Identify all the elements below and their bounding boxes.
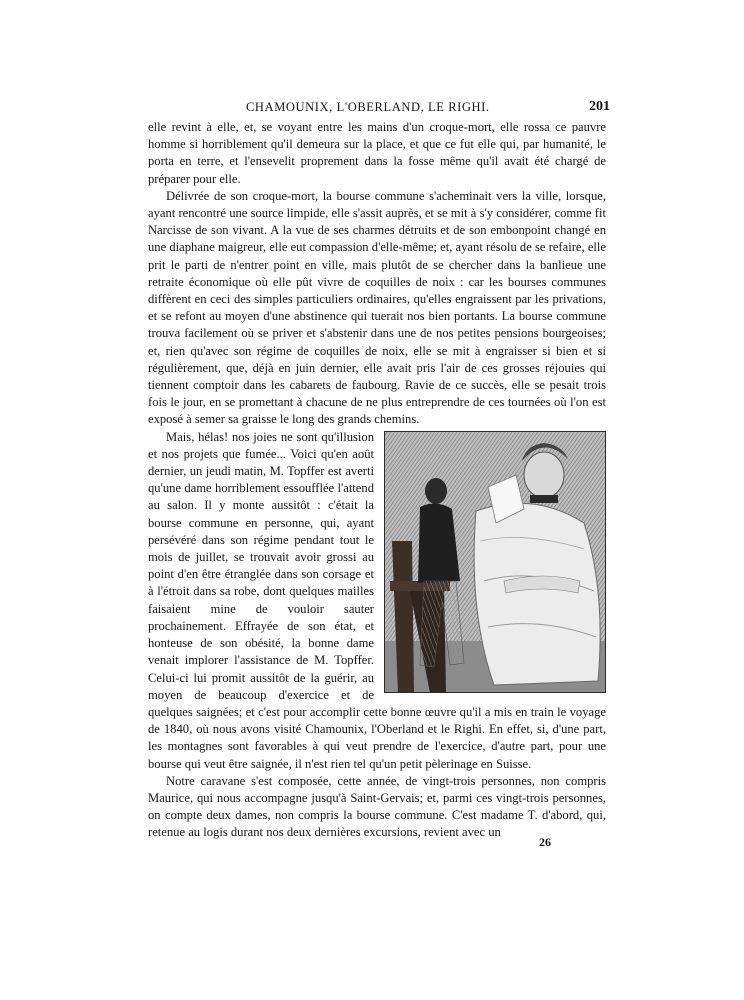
signature-mark: 26 [539, 835, 551, 849]
engraving-image [384, 431, 606, 693]
woman-dress [474, 503, 600, 685]
paragraph-4: Notre caravane s'est composée, cette année, de vingt-trois personnes, non compris Maurice, qui nous accompagne jusqu'à Saint-Gervais; et, parmi ces vingt-trois personnes, on compte deux dames, non compris la bourse commune. C'est madame T. d'abord, qui, retenue au logis durant nos deux dernières excursions, revient avec un [148, 773, 606, 840]
page-number: 201 [589, 99, 610, 114]
running-title: CHAMOUNIX, L'OBERLAND, LE RIGHI. [246, 100, 490, 114]
man-head [425, 478, 447, 504]
paragraph-1: elle revint à elle, et, se voyant entre les mains d'un croque-mort, elle rossa ce pauvre homme si horriblement qu'il demeura sur la place, et que ce fut elle qui, par humanité, le porta en terre, et l'ensevelit proprement dans la fosse même qu'il avait été chargé de préparer pour elle. [148, 120, 606, 186]
paragraph-2: Délivrée de son croque-mort, la bourse commune s'acheminait vers la ville, lorsque, ayant rencontré une source limpide, elle s'assit auprès, et se mit à s'y considérer, comme fit Narcisse de son vivant. A la vue de ses charmes détruits et de son embonpoint changé en une diaphane maigreur, elle eut compassion d'elle-même; et, ayant résolu de se refaire, elle prit le parti de n'entrer point en ville, mais plutôt de se chercher dans la banlieue une retraite économique où elle pût vivre de coquilles de noix : car les bourses communes diffèrent en ceci des simples particuliers ordinaires, qu'elles engraissent par les privations, et se refont au moyen d'une abstinence qui tuerait nos bien portants. La bourse commune trouva facilement où se priver et s'abstenir dans une de nos petites pensions bourgeoises; et, rien qu'avec son régime de coquilles de noix, elle se mit à engraisser si bien et si régulièrement, que, déjà en juin dernier, elle avait pris l'air de ces grosses réjouies qui tiennent comptoir dans les cabarets de faubourg. Ravie de ce succès, elle se pesait trois fois le jour, en se promettant à chacune de ne plus entreprendre de ces tournées où l'on est exposé à semer sa graisse le long des grands chemins. [148, 188, 606, 427]
engraving-illustration [384, 431, 606, 693]
running-head [148, 100, 610, 120]
woman-head [524, 452, 564, 498]
paragraph-3: Mais, hélas! nos joies ne sont qu'illusion et nos projets que fumée... Voici qu'en août dernier, un jeudi matin, M. Topffer est averti qu'une dame horriblement essoufflée l'attend au salon. Il y monte aussitôt : c'était la bourse commune en personne, qui, ayant persévéré dans son régime pendant tout le mois de juillet, se trouvait avoir grossi au point d'en être étranglée dans son corsage et à l'étroit dans sa robe, dont quelques mailles faisaient mine de vouloir sauter prochainement. Effrayée de son état, et honteuse de son obésité, la bonne dame venait implorer l'assistance de M. Topffer. Celui-ci lui promit aussitôt de la guérir, au moyen de beaucoup d'exercice et de quelques saignées; et c'est pour accomplir cette bonne œuvre qu'il a mis en train le voyage de 1840, où nous avons visité Chamounix, l'Oberland et le Righi. En effet, si, d'une part, les montagnes sont favorables à qui veut prendre de l'exercice, d'autre part, pour une bourse qui veut être saignée, il n'est rien tel qu'un petit pèlerinage en Suisse. [148, 429, 606, 771]
page-body [148, 119, 606, 842]
